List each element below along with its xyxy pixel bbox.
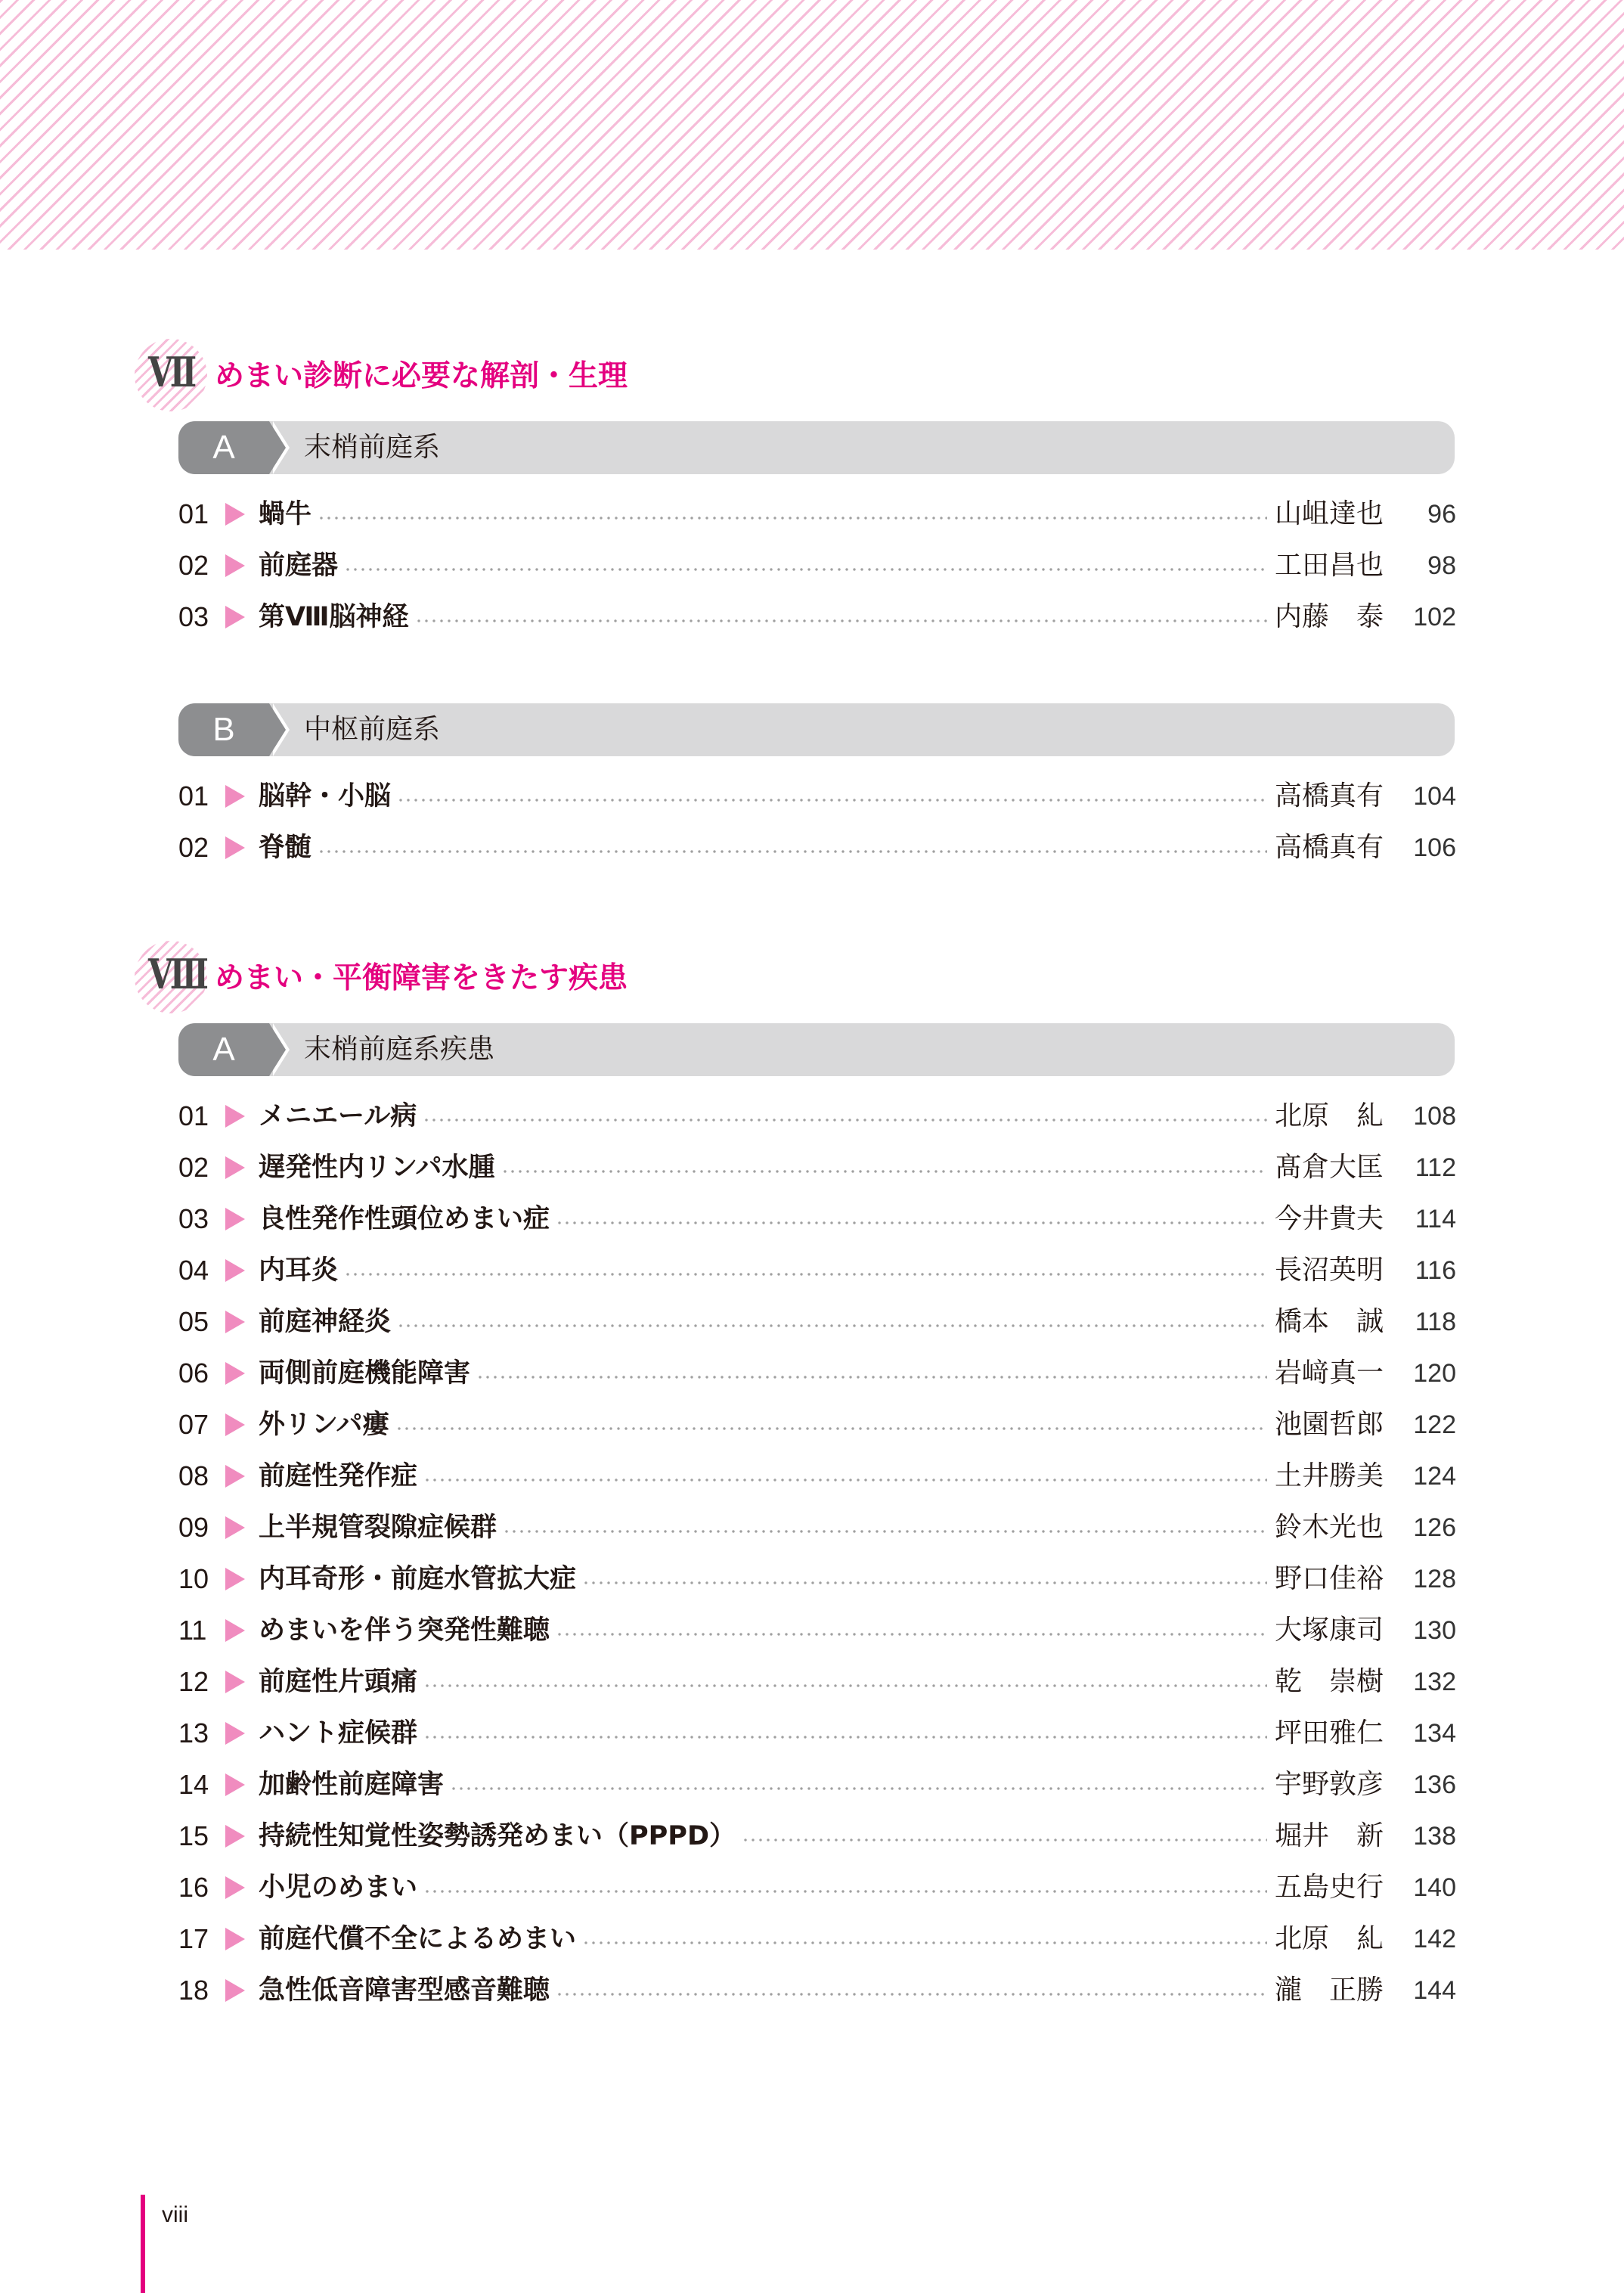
triangle-bullet-icon [225, 503, 245, 526]
entry-number: 13 [178, 1717, 209, 1748]
entry-number: 06 [178, 1357, 209, 1389]
entry-title: 前庭代償不全によるめまい [259, 1924, 577, 1954]
entry-page: 136 [1413, 1770, 1456, 1799]
entry-number: 12 [178, 1666, 209, 1697]
toc-entry[interactable] [178, 1399, 1456, 1451]
entry-number: 01 [178, 498, 209, 529]
footer-accent-bar [141, 2195, 145, 2293]
toc-list [178, 489, 1456, 643]
entry-author: 長沼英明 [1275, 1255, 1384, 1286]
part-numeral: Ⅷ [148, 950, 209, 998]
dot-leader [423, 1684, 1267, 1687]
entry-title: 急性低音障害型感音難聴 [259, 1975, 550, 2006]
entry-number: 01 [178, 1100, 209, 1131]
entry-author: 堀井 新 [1275, 1820, 1384, 1851]
dot-leader [397, 1324, 1267, 1327]
entry-author: 北原 糺 [1275, 1923, 1384, 1954]
entry-page: 124 [1413, 1462, 1456, 1491]
entry-title: 脳幹・小脳 [259, 781, 392, 811]
toc-entry[interactable] [178, 1965, 1456, 2016]
triangle-bullet-icon [225, 1362, 245, 1385]
entry-author: 大塚康司 [1275, 1615, 1384, 1646]
toc-entry[interactable] [178, 1913, 1456, 1965]
dot-leader [423, 1119, 1267, 1122]
entry-number: 01 [178, 780, 209, 811]
entry-author: 岩﨑真一 [1275, 1357, 1384, 1389]
toc-entry[interactable] [178, 1605, 1456, 1656]
entry-title: 脊髄 [259, 833, 312, 863]
triangle-bullet-icon [225, 1516, 245, 1539]
toc-entry[interactable] [178, 1451, 1456, 1502]
entry-page: 96 [1427, 500, 1456, 529]
entry-page: 128 [1413, 1565, 1456, 1593]
entry-page: 142 [1413, 1925, 1456, 1953]
toc-entry[interactable] [178, 1811, 1456, 1862]
triangle-bullet-icon [225, 1773, 245, 1796]
entry-page: 130 [1413, 1616, 1456, 1645]
toc-entry[interactable] [178, 1502, 1456, 1553]
entry-number: 17 [178, 1923, 209, 1954]
entry-page: 144 [1413, 1976, 1456, 2005]
entry-author: 高橋真有 [1275, 832, 1384, 863]
part-numeral: Ⅶ [148, 348, 197, 396]
toc-entry[interactable] [178, 822, 1456, 873]
triangle-bullet-icon [225, 1465, 245, 1488]
dot-leader [476, 1376, 1267, 1379]
entry-author: 五島史行 [1275, 1872, 1384, 1903]
toc-entry[interactable] [178, 1296, 1456, 1348]
entry-number: 07 [178, 1409, 209, 1440]
toc-entry[interactable] [178, 1553, 1456, 1605]
entry-page: 112 [1415, 1153, 1456, 1182]
entry-page: 138 [1413, 1822, 1456, 1851]
triangle-bullet-icon [225, 1722, 245, 1745]
toc-entry[interactable] [178, 771, 1456, 822]
entry-author: 内藤 泰 [1275, 601, 1384, 632]
triangle-bullet-icon [225, 1671, 245, 1693]
dot-leader [423, 1479, 1267, 1482]
toc-entry[interactable] [178, 489, 1456, 540]
section-letter: B [212, 711, 235, 748]
dot-leader [582, 1581, 1267, 1584]
entry-author: 乾 崇樹 [1275, 1666, 1384, 1697]
dot-leader [318, 517, 1267, 520]
entry-title: 持続性知覚性姿勢誘発めまい（PPPD） [259, 1821, 736, 1851]
toc-entry[interactable] [178, 1348, 1456, 1399]
entry-number: 02 [178, 832, 209, 863]
dot-leader [344, 1273, 1267, 1276]
entry-title: メニエール病 [259, 1101, 417, 1131]
dot-leader [556, 1993, 1267, 1996]
part-title: めまい診断に必要な解剖・生理 [215, 359, 628, 393]
entry-author: 土井勝美 [1275, 1460, 1384, 1491]
entry-page: 108 [1413, 1102, 1456, 1131]
entry-title: ハント症候群 [259, 1718, 418, 1748]
toc-entry[interactable] [178, 591, 1456, 643]
entry-author: 工田昌也 [1275, 550, 1384, 581]
entry-author: 鈴木光也 [1275, 1512, 1384, 1543]
dot-leader [344, 568, 1267, 571]
entry-title: 両側前庭機能障害 [259, 1358, 471, 1389]
entry-number: 04 [178, 1255, 209, 1286]
entry-author: 北原 糺 [1275, 1100, 1384, 1131]
entry-number: 03 [178, 601, 209, 632]
entry-title: 加齢性前庭障害 [259, 1770, 445, 1800]
triangle-bullet-icon [225, 836, 245, 859]
triangle-bullet-icon [225, 606, 245, 628]
section-letter: A [212, 1031, 235, 1068]
entry-page: 116 [1415, 1256, 1456, 1285]
entry-page: 104 [1413, 782, 1456, 811]
entry-number: 02 [178, 1152, 209, 1183]
entry-author: 野口佳裕 [1275, 1563, 1384, 1594]
entry-author: 坪田雅仁 [1275, 1717, 1384, 1748]
entry-title: 前庭器 [259, 551, 339, 581]
toc-entry[interactable] [178, 1091, 1456, 1142]
entry-author: 高橋真有 [1275, 780, 1384, 811]
entry-title: 第Ⅷ脳神経 [259, 602, 409, 632]
dot-leader [318, 850, 1267, 853]
entry-page: 126 [1413, 1513, 1456, 1542]
triangle-bullet-icon [225, 1259, 245, 1282]
dot-leader [501, 1170, 1267, 1173]
entry-author: 宇野敦彦 [1275, 1769, 1384, 1800]
entry-title: 内耳奇形・前庭水管拡大症 [259, 1564, 577, 1594]
section-title: 末梢前庭系 [304, 432, 441, 463]
triangle-bullet-icon [225, 1825, 245, 1848]
dot-leader [415, 619, 1267, 622]
toc-entry[interactable] [178, 1708, 1456, 1759]
decorative-header-band [0, 0, 1624, 250]
triangle-bullet-icon [225, 1619, 245, 1642]
entry-page: 106 [1413, 833, 1456, 862]
triangle-bullet-icon [225, 1311, 245, 1333]
entry-page: 114 [1415, 1205, 1456, 1233]
toc-entry[interactable] [178, 1193, 1456, 1245]
entry-title: 上半規管裂隙症候群 [259, 1513, 497, 1543]
triangle-bullet-icon [225, 1876, 245, 1899]
entry-page: 140 [1413, 1873, 1456, 1902]
triangle-bullet-icon [225, 1568, 245, 1590]
toc-entry[interactable] [178, 1862, 1456, 1913]
entry-number: 10 [178, 1563, 209, 1594]
entry-author: 池園哲郎 [1275, 1409, 1384, 1440]
entry-number: 03 [178, 1203, 209, 1234]
entry-title: 内耳炎 [259, 1255, 339, 1286]
entry-page: 98 [1427, 551, 1456, 580]
triangle-bullet-icon [225, 1413, 245, 1436]
toc-list [178, 771, 1456, 873]
entry-page: 102 [1413, 603, 1456, 631]
dot-leader [503, 1530, 1267, 1533]
toc-entry[interactable] [178, 1245, 1456, 1296]
entry-author: 瀧 正勝 [1275, 1975, 1384, 2006]
entry-title: 蝸牛 [259, 499, 312, 529]
dot-leader [423, 1890, 1267, 1893]
section-letter: A [212, 429, 235, 466]
entry-title: めまいを伴う突発性難聴 [259, 1615, 550, 1646]
toc-entry[interactable] [178, 540, 1456, 591]
entry-author: 橋本 誠 [1275, 1306, 1384, 1337]
entry-author: 今井貴夫 [1275, 1203, 1384, 1234]
entry-title: 良性発作性頭位めまい症 [259, 1204, 550, 1234]
entry-title: 外リンパ瘻 [259, 1410, 389, 1440]
dot-leader [395, 1427, 1267, 1430]
triangle-bullet-icon [225, 1979, 245, 2002]
entry-page: 120 [1413, 1359, 1456, 1388]
dot-leader [450, 1787, 1267, 1790]
page-number: viii [162, 2202, 188, 2227]
section-header [178, 703, 1455, 756]
dot-leader [556, 1633, 1267, 1636]
entry-title: 前庭神経炎 [259, 1307, 392, 1337]
dot-leader [397, 799, 1267, 802]
triangle-bullet-icon [225, 785, 245, 808]
entry-number: 14 [178, 1769, 209, 1800]
entry-number: 02 [178, 550, 209, 581]
entry-number: 15 [178, 1820, 209, 1851]
dot-leader [582, 1941, 1267, 1944]
toc-entry[interactable] [178, 1142, 1456, 1193]
entry-page: 122 [1413, 1410, 1456, 1439]
section-header [178, 1023, 1455, 1076]
entry-number: 09 [178, 1512, 209, 1543]
entry-number: 18 [178, 1975, 209, 2006]
part-title: めまい・平衡障害をきたす疾患 [215, 961, 628, 995]
entry-number: 11 [178, 1615, 207, 1646]
dot-leader [742, 1838, 1267, 1842]
entry-number: 05 [178, 1306, 209, 1337]
entry-title: 遅発性内リンパ水腫 [259, 1153, 495, 1183]
entry-number: 16 [178, 1872, 209, 1903]
section-header [178, 421, 1455, 474]
section-title: 中枢前庭系 [304, 714, 441, 745]
section-title: 末梢前庭系疾患 [304, 1034, 495, 1065]
entry-page: 132 [1413, 1668, 1456, 1696]
triangle-bullet-icon [225, 1208, 245, 1230]
triangle-bullet-icon [225, 1156, 245, 1179]
entry-page: 134 [1413, 1719, 1456, 1748]
toc-entry[interactable] [178, 1656, 1456, 1708]
entry-author: 山岨達也 [1275, 498, 1384, 529]
toc-list [178, 1091, 1456, 2016]
entry-page: 118 [1415, 1308, 1456, 1336]
toc-entry[interactable] [178, 1759, 1456, 1811]
dot-leader [423, 1736, 1267, 1739]
dot-leader [556, 1221, 1267, 1224]
triangle-bullet-icon [225, 1105, 245, 1128]
entry-title: 小児のめまい [259, 1873, 418, 1903]
entry-number: 08 [178, 1460, 209, 1491]
entry-title: 前庭性片頭痛 [259, 1667, 418, 1697]
triangle-bullet-icon [225, 1928, 245, 1950]
entry-author: 髙倉大匡 [1275, 1152, 1384, 1183]
entry-title: 前庭性発作症 [259, 1461, 418, 1491]
triangle-bullet-icon [225, 554, 245, 577]
